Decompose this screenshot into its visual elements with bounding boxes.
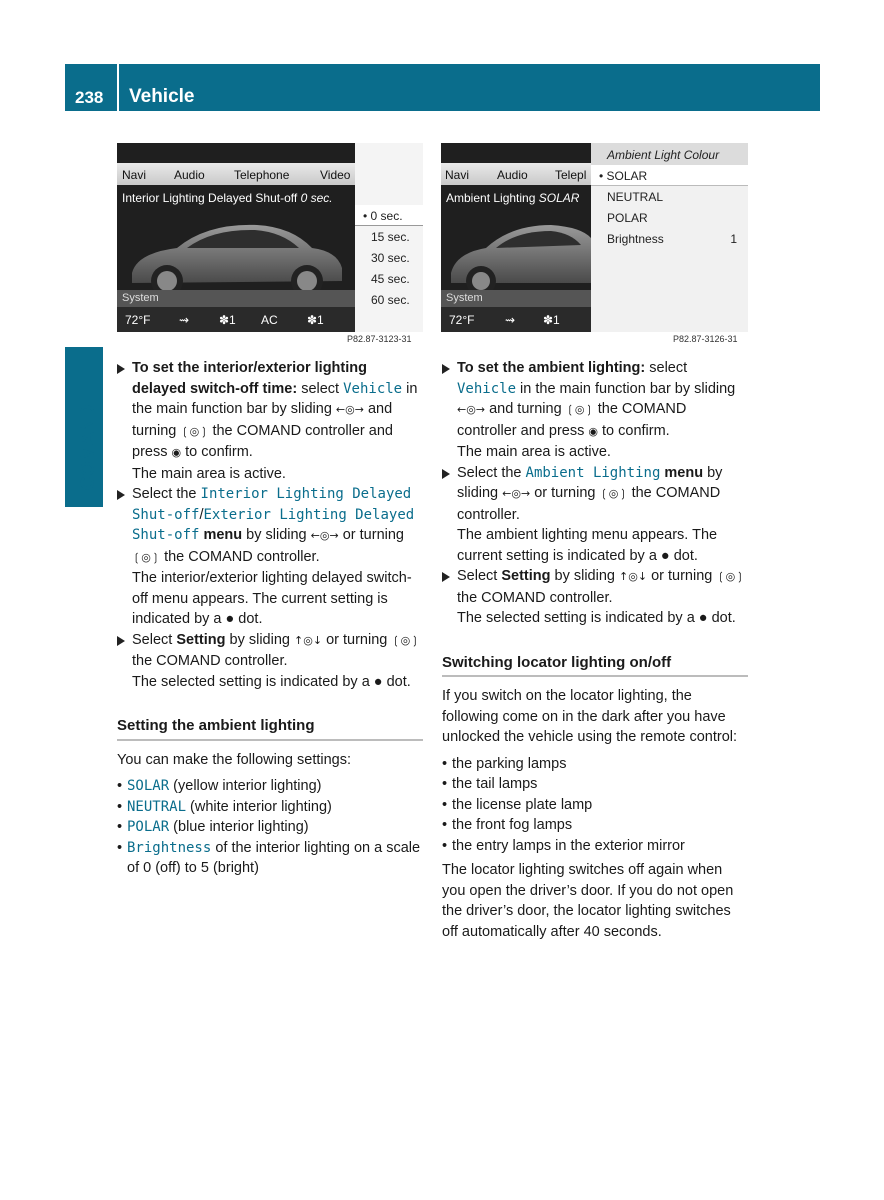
step-text: by sliding [242,527,311,543]
step-text: to confirm. [181,444,253,460]
list-item: • the parking lamps [442,754,748,775]
system-bar [117,290,355,307]
menu-header [591,143,748,165]
option-item[interactable]: POLAR [607,211,648,225]
step-text: or turning [530,485,600,501]
step-bold: To set the interior/exterior lighting delayed switch-off time: [132,360,367,397]
slide-left-right-icon: ←◎→ [335,403,364,416]
menu-item-telephone: Telephone [234,168,290,182]
section-heading: Setting the ambient lighting [117,716,423,741]
menu-item-telephone: Telepl [555,168,587,182]
step-text: by sliding [457,464,723,501]
step-result: The ambient lighting menu appears. The current setting is indicated by a ● dot. [457,527,718,564]
figure-right-screen [441,143,591,332]
airflow-icon: ⇝ [179,313,190,327]
option-item[interactable]: 15 sec. [371,230,410,244]
list-item: • the front fog lamps [442,815,748,836]
menu-term: NEUTRAL [127,798,187,815]
instruction-step [442,566,748,629]
arrow-icon [117,490,125,500]
step-text: and turning [132,401,393,439]
system-label: System [122,292,159,304]
menu-term: Exterior Lighting Delayed Shut-off [132,506,415,543]
right-column [442,358,748,942]
arrow-icon [117,636,125,646]
option-item[interactable]: 60 sec. [371,293,410,307]
instruction-step [117,630,423,693]
step-text: or turning [647,568,717,584]
system-label: System [446,292,483,304]
turn-controller-icon: ❲◎❳ [180,424,209,438]
fan-level-right: ✽1 [307,313,324,327]
step-text: Select the [457,464,526,481]
menu-item-navi: Navi [122,168,147,182]
title-prefix: Interior Lighting Delayed Shut-off [122,191,298,205]
list-item: • the license plate lamp [442,795,748,816]
press-controller-icon: ◉ [588,424,598,438]
section-heading: Switching locator lighting on/off [442,653,748,678]
step-text: the COMAND controller. [132,653,288,669]
step-result: The main area is active. [457,444,611,460]
turn-controller-icon: ❲◎❳ [391,633,420,647]
arrow-icon [442,572,450,582]
step-text: select [645,360,688,376]
system-bar [441,290,591,307]
ac-label: AC [261,313,278,327]
press-controller-icon: ◉ [171,446,182,459]
airflow-icon: ⇝ [505,313,516,327]
list-item-text: of the interior lighting on a scale of 0 (off) to 5 (bright) [127,839,421,876]
step-text: or turning [338,527,404,543]
list-item [117,838,423,879]
list-item: • the tail lamps [442,774,748,795]
step-text: in the main function bar by sliding [132,380,418,417]
list-item [117,797,423,818]
menu-item-audio: Audio [497,168,528,182]
brightness-label: Brightness [607,232,664,246]
step-result: The main area is active. [132,465,286,482]
arrow-icon [442,364,450,374]
section-intro: You can make the following settings: [117,751,352,768]
brightness-value: 1 [730,232,737,246]
step-text: and turning [485,401,566,417]
climate-bar [117,307,355,332]
option-item[interactable]: • SOLAR [599,169,648,183]
list-item [117,776,423,797]
step-text: in the main function bar by sliding [516,380,736,397]
instruction-step [442,358,748,463]
menu-item-navi: Navi [445,168,470,182]
option-item[interactable]: NEUTRAL [607,190,664,204]
figure-left-screen [117,143,355,332]
list-item [117,817,423,838]
option-item[interactable]: • 0 sec. [363,209,403,223]
menu-term: Ambient Lighting [525,464,661,481]
step-text: Select [457,568,502,584]
menu-term: Vehicle [343,380,403,397]
step-bold: menu [199,527,243,543]
figure-id-left: P82.87-3123-31 [347,334,412,344]
fan-level: ✽1 [543,313,560,327]
step-result: The interior/exterior lighting delayed switch-off menu appears. The current setting is indicated by a ● dot. [132,570,412,627]
step-text: the COMAND controller. [457,589,613,606]
fan-level: ✽1 [219,313,236,327]
step-bold: Setting [501,568,551,584]
step-text: by sliding [225,631,294,648]
menu-item-audio: Audio [174,168,205,182]
menu-term: Brightness [127,839,212,856]
step-bold: To set the ambient lighting: [457,360,646,376]
step-text: the COMAND controller and press [132,422,393,460]
step-text: / [199,506,204,523]
step-text: the COMAND controller. [457,485,721,523]
step-bold: menu [660,464,704,481]
list-item-text: (yellow interior lighting) [169,778,322,794]
menu-item-video: Video [320,168,351,182]
step-text: by sliding [550,568,619,584]
step-text: the COMAND controller and press [457,401,687,439]
section-intro: If you switch on the locator lighting, the following come on in the dark after you have unlocked the vehicle using the remote control: [442,688,738,745]
option-item[interactable]: 45 sec. [371,272,410,286]
menu-term: POLAR [127,819,170,835]
ambient-colour-menu [591,143,748,332]
turn-controller-icon: ❲◎❳ [716,570,745,583]
car-illustration [117,203,355,298]
menu-term: SOLAR [127,778,170,794]
figure-id-right: P82.87-3126-31 [673,334,738,344]
slide-left-right-icon: ←◎→ [310,529,339,542]
menu-term: Interior Lighting Delayed Shut-off [132,486,412,523]
page-title: Vehicle [129,86,195,107]
list-item-text: (white interior lighting) [186,798,332,815]
step-text: the COMAND controller. [160,548,320,565]
temperature: 72°F [125,313,151,327]
step-text: to confirm. [597,422,670,439]
title-prefix: Ambient Lighting [446,191,536,205]
step-text: or turning [322,631,392,648]
delay-options-menu [355,143,423,332]
instruction-step [117,358,423,484]
figure-left-menu-bar [117,163,355,185]
turn-controller-icon: ❲◎❳ [565,403,594,416]
slide-up-down-icon: ↑◎↓ [619,570,648,583]
instruction-step [117,484,423,630]
instruction-step [442,463,748,567]
title-value: SOLAR [538,191,580,205]
car-illustration [441,203,591,298]
temperature: 72°F [449,313,475,327]
turn-controller-icon: ❲◎❳ [132,550,161,564]
step-bold: Setting [176,631,226,648]
step-result: The selected setting is indicated by a ● dot. [132,673,411,690]
slide-up-down-icon: ↑◎↓ [294,633,323,647]
list-item-text: (blue interior lighting) [169,819,309,835]
step-text: Select the [132,486,201,502]
option-item[interactable]: 30 sec. [371,251,410,265]
page-header [65,64,820,111]
arrow-icon [442,469,450,479]
closing-paragraph: The locator lighting switches off again when you open the driver’s door. If you do not open the driver’s door, the locator lighting switches off automatically after 40 seconds. [442,862,734,940]
left-column [117,358,423,879]
slide-left-right-icon: ←◎→ [457,403,486,416]
figure-right-menu-bar [441,163,591,185]
step-text: Select [132,631,177,648]
page-number: 238 [75,88,104,107]
menu-header-label: Ambient Light Colour [607,148,720,162]
header-divider [117,64,119,111]
step-text: select [297,380,344,397]
turn-controller-icon: ❲◎❳ [599,487,628,500]
arrow-icon [117,364,125,374]
step-result: The selected setting is indicated by a ● dot. [457,610,736,626]
climate-bar [441,307,591,332]
brightness-item[interactable] [607,232,737,246]
side-tab-label: COMAND [78,404,99,490]
menu-term: Vehicle [457,380,517,397]
slide-left-right-icon: ←◎→ [502,487,531,500]
title-value: 0 sec. [300,191,333,205]
list-item: • the entry lamps in the exterior mirror [442,836,748,857]
